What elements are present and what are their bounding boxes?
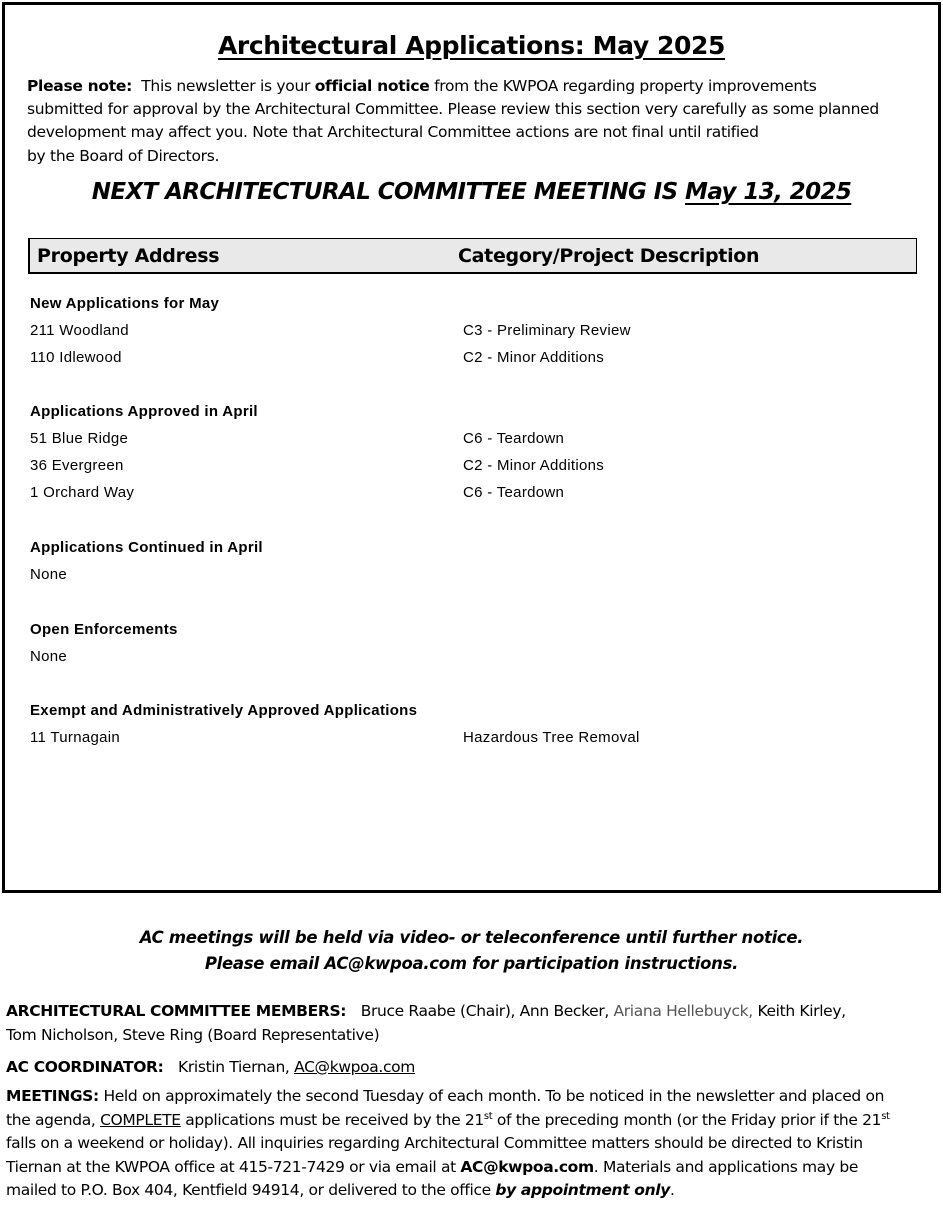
section-title: Applications Continued in April: [30, 539, 263, 556]
meetings-email[interactable]: AC@kwpoa.com: [460, 1157, 594, 1176]
row-address: 36 Evergreen: [30, 457, 124, 474]
next-meeting-heading: [5, 179, 938, 205]
notice-line-1: [27, 75, 917, 98]
meetings-text-4c: . Materials and applications may be: [593, 1157, 859, 1176]
meetings-sup-1: st: [483, 1110, 493, 1122]
meetings-line-3: falls on a weekend or holiday). All inquiries regarding Architectural Committee matters should be directed to Kristin: [6, 1134, 863, 1152]
meetings-text-5a: mailed to P.O. Box 404, Kentfield 94914, or delivered to the office: [6, 1181, 491, 1199]
row-address: 51 Blue Ridge: [30, 430, 129, 447]
table-row: [30, 648, 178, 675]
notice-line-3: development may affect you. Note that Architectural Committee actions are not final until ratified: [27, 123, 759, 142]
meetings-text-2a: the agenda,: [6, 1110, 96, 1129]
table-row: [30, 484, 565, 511]
row-category: C2 - Minor Additions: [463, 457, 605, 474]
coordinator-email-link[interactable]: AC@kwpoa.com: [294, 1058, 416, 1076]
meetings-text-2c: of the preceding month (or the Friday prior if the 21: [496, 1110, 882, 1129]
members-names-grey: Ariana Hellebuyck,: [613, 1002, 753, 1020]
meetings-text-1: Held on approximately the second Tuesday of each month. To be noticed in the newsletter and placed on: [103, 1087, 885, 1105]
section-continued-april: [30, 539, 263, 593]
meetings-line-2: [6, 1109, 936, 1133]
meetings-complete: COMPLETE: [100, 1110, 181, 1129]
table-row: [30, 566, 263, 593]
participation-line-2: Please email AC@kwpoa.com for participation instructions.: [204, 954, 739, 973]
members-line-2: Tom Nicholson, Steve Ring (Board Representative): [6, 1025, 380, 1044]
notice-text-1a: This newsletter is your: [141, 77, 311, 95]
row-category: Hazardous Tree Removal: [463, 729, 640, 746]
members-names-b: Keith Kirley,: [757, 1002, 846, 1020]
section-exempt-approved: [30, 702, 640, 756]
row-address: 211 Woodland: [30, 322, 129, 339]
committee-members: [6, 1000, 936, 1047]
notice-lead: Please note:: [27, 77, 132, 95]
notice-official: official notice: [314, 77, 430, 95]
next-meeting-prefix: NEXT ARCHITECTURAL COMMITTEE MEETING IS: [91, 179, 678, 205]
row-category: C6 - Teardown: [463, 430, 565, 447]
section-title: Applications Approved in April: [30, 403, 258, 420]
row-category: C2 - Minor Additions: [463, 349, 605, 366]
members-label: ARCHITECTURAL COMMITTEE MEMBERS:: [6, 1002, 347, 1020]
table-row: [30, 729, 640, 756]
row-category: C6 - Teardown: [463, 484, 565, 501]
page-title: [5, 31, 938, 60]
meetings-text-5c: .: [670, 1181, 675, 1199]
section-title: Open Enforcements: [30, 621, 178, 638]
row-address: 1 Orchard Way: [30, 484, 135, 501]
table-row: [30, 322, 631, 349]
meetings-info: [6, 1085, 936, 1203]
participation-notice: [0, 925, 943, 977]
section-new-applications: [30, 295, 631, 376]
table-header: [28, 238, 917, 274]
section-approved-april: [30, 403, 605, 511]
section-title: New Applications for May: [30, 295, 220, 312]
notice-frame: [2, 2, 941, 893]
row-address: None: [30, 648, 68, 665]
meetings-line-1: [6, 1085, 936, 1109]
notice-text-1b: from the KWPOA regarding property improvements: [434, 77, 817, 95]
notice-paragraph: [27, 75, 917, 168]
meetings-label: MEETINGS:: [6, 1087, 99, 1105]
coordinator-label: AC COORDINATOR:: [6, 1058, 164, 1076]
table-row: [30, 349, 605, 376]
meetings-text-4a: Tiernan at the KWPOA office at 415-721-7429 or via email at: [6, 1157, 456, 1176]
row-address: 110 Idlewood: [30, 349, 122, 366]
notice-line-4: by the Board of Directors.: [27, 146, 220, 165]
next-meeting-date: May 13, 2025: [685, 179, 852, 205]
coordinator-name: Kristin Tiernan,: [178, 1058, 290, 1076]
meetings-line-5: [6, 1179, 936, 1203]
meetings-sup-2: st: [881, 1110, 890, 1122]
page-title-text: Architectural Applications: May 2025: [217, 31, 725, 60]
ac-coordinator: [6, 1056, 936, 1080]
meetings-appointment: by appointment only: [495, 1181, 670, 1199]
members-line-1: [6, 1000, 936, 1024]
row-category: C3 - Preliminary Review: [463, 322, 631, 339]
row-address: None: [30, 566, 68, 583]
meetings-line-4: [6, 1156, 936, 1180]
table-row: [30, 457, 605, 484]
section-open-enforcements: [30, 621, 178, 675]
column-header-category: Category/Project Description: [458, 245, 760, 267]
section-title: Exempt and Administratively Approved Applications: [30, 702, 418, 719]
members-names-a: Bruce Raabe (Chair), Ann Becker,: [360, 1002, 609, 1020]
meetings-text-2b: applications must be received by the 21: [185, 1110, 484, 1129]
column-header-address: Property Address: [37, 245, 220, 267]
table-row: [30, 430, 565, 457]
notice-line-2: submitted for approval by the Architectural Committee. Please review this section very carefully as some planned: [27, 100, 879, 119]
row-address: 11 Turnagain: [30, 729, 121, 746]
participation-line-1: AC meetings will be held via video- or teleconference until further notice.: [139, 928, 804, 947]
